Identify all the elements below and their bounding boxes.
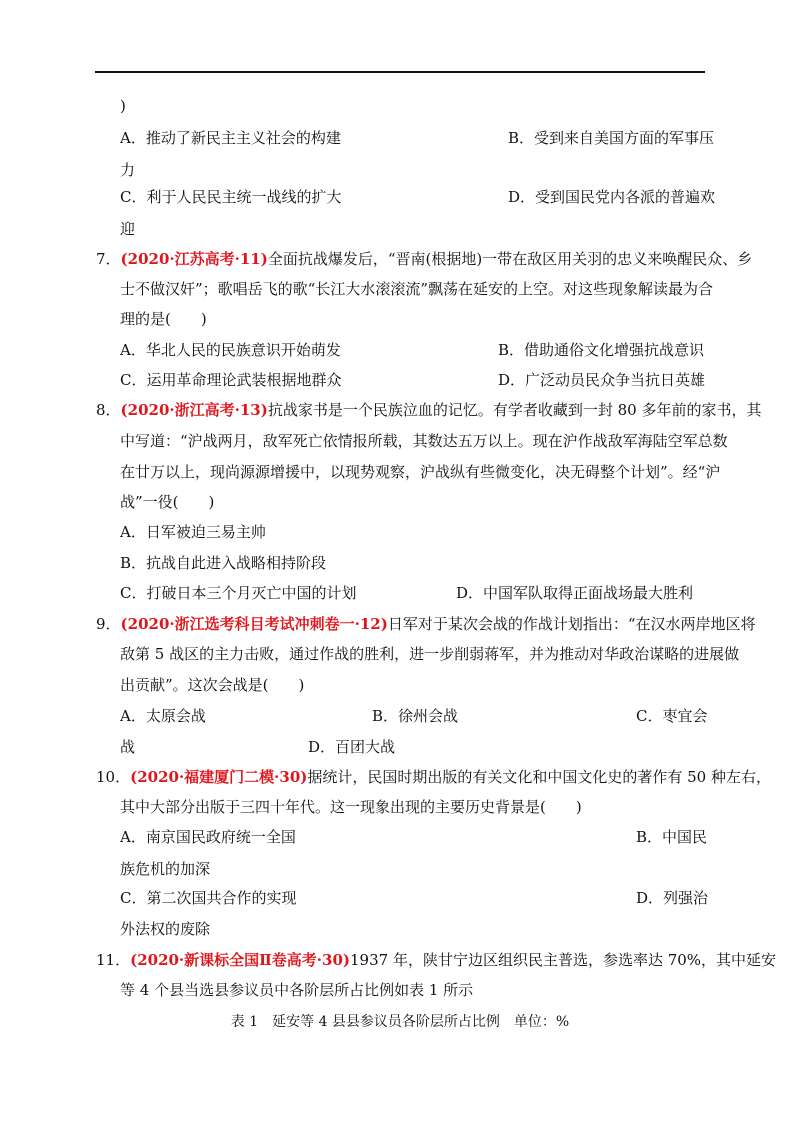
q9-source: (2020·浙江选考科目考试冲刺卷一·12) [120, 615, 388, 633]
q6-option-b: B．受到来自美国方面的军事压 [508, 129, 715, 147]
q6-option-c: C．利于人民民主统一战线的扩大 [120, 188, 342, 206]
q8-number: 8． [96, 401, 121, 419]
q10-option-d: D．列强治 [636, 889, 709, 907]
header-rule [95, 71, 705, 73]
q10-line-1 [96, 767, 771, 787]
q11-text-1: 1937 年，陕甘宁边区组织民主普选，参选率达 70%，其中延安 [350, 951, 777, 969]
q9-text-1: 日军对于某次会战的作战计划指出：“在汉水两岸地区将 [387, 615, 756, 633]
q7-source: (2020·江苏高考·11) [120, 250, 268, 268]
q11-number: 11． [96, 951, 131, 969]
q10-option-a: A．南京国民政府统一全国 [120, 828, 296, 846]
q8-option-d: D．中国军队取得正面战场最大胜利 [456, 584, 694, 602]
q10-text-1: 据统计，民国时期出版的有关文化和中国文化史的著作有 50 种左右， [307, 768, 771, 786]
q8-option-a: A．日军被迫三易主帅 [120, 523, 266, 541]
q9-option-c-wrap: 战 [120, 738, 136, 756]
q7-option-a: A．华北人民的民族意识开始萌发 [120, 341, 341, 359]
q11-line-1 [96, 950, 776, 970]
q10-source: (2020·福建厦门二模·30) [130, 768, 308, 786]
q8-line-4: 战”一役( ) [120, 493, 215, 511]
q9-number: 9． [96, 615, 121, 633]
q6-option-b-wrap: 力 [120, 161, 136, 179]
q7-option-c: C．运用革命理论武装根据地群众 [120, 371, 342, 389]
table-caption: 表 1 延安等 4 县县参议员各阶层所占比例 单位：% [230, 1014, 570, 1030]
q6-option-a: A．推动了新民主主义社会的构建 [120, 129, 341, 147]
q8-text-1: 抗战家书是一个民族泣血的记忆。有学者收藏到一封 80 多年前的家书，其 [267, 401, 762, 419]
q9-option-b: B．徐州会战 [372, 707, 459, 725]
q7-option-b: B．借助通俗文化增强抗战意识 [498, 341, 705, 359]
q9-option-d: D．百团大战 [308, 738, 396, 756]
q8-option-b: B．抗战自此进入战略相持阶段 [120, 554, 327, 572]
q10-number: 10． [96, 768, 131, 786]
q7-line-3: 理的是( ) [120, 310, 207, 328]
q8-line-2: 中写道：“沪战两月，敌军死亡依情报所载，其数达五万以上。现在沪作战敌军海陆空军总数 [120, 432, 728, 450]
q6-option-d-wrap: 迎 [120, 220, 136, 238]
q10-option-b-wrap: 族危机的加深 [120, 860, 211, 878]
q9-line-3: 出贡献”。这次会战是( ) [120, 676, 305, 694]
q10-option-b: B．中国民 [636, 828, 708, 846]
q10-line-2: 其中大部分出版于三四十年代。这一现象出现的主要历史背景是( ) [120, 798, 582, 816]
q9-line-1 [96, 614, 755, 634]
q11-line-2: 等 4 个县当选县参议员中各阶层所占比例如表 1 所示 [120, 981, 474, 999]
q10-option-c: C．第二次国共合作的实现 [120, 889, 297, 907]
q7-line-1 [96, 249, 752, 269]
q6-paren: ) [120, 97, 126, 115]
q9-option-a: A．太原会战 [120, 707, 206, 725]
q8-option-c: C．打破日本三个月灭亡中国的计划 [120, 584, 357, 602]
q11-source: (2020·新课标全国Ⅱ卷高考·30) [130, 951, 350, 969]
q7-line-2: 士不做汉奸”；歌唱岳飞的歌“长江大水滚滚流”飘荡在延安的上空。对这些现象解读最为合 [120, 280, 714, 298]
q8-source: (2020·浙江高考·13) [120, 401, 268, 419]
q10-option-d-wrap: 外法权的废除 [120, 920, 211, 938]
q8-line-3: 在廿万以上，现尚源源增援中，以现势观察，沪战纵有些微变化，决无碍整个计划”。经“沪 [120, 463, 721, 481]
q8-line-1 [96, 400, 761, 420]
q7-number: 7． [96, 250, 121, 268]
q7-option-d: D．广泛动员民众争当抗日英雄 [498, 371, 706, 389]
q9-option-c: C．枣宜会 [636, 707, 708, 725]
q6-option-d: D．受到国民党内各派的普遍欢 [508, 188, 716, 206]
q7-text-1: 全面抗战爆发后，“晋南(根据地)一带在敌区用关羽的忠义来唤醒民众、乡 [267, 250, 753, 268]
q9-line-2: 敌第 5 战区的主力击败，通过作战的胜利，进一步削弱蒋军，并为推动对华政治谋略的进展做 [120, 645, 740, 663]
